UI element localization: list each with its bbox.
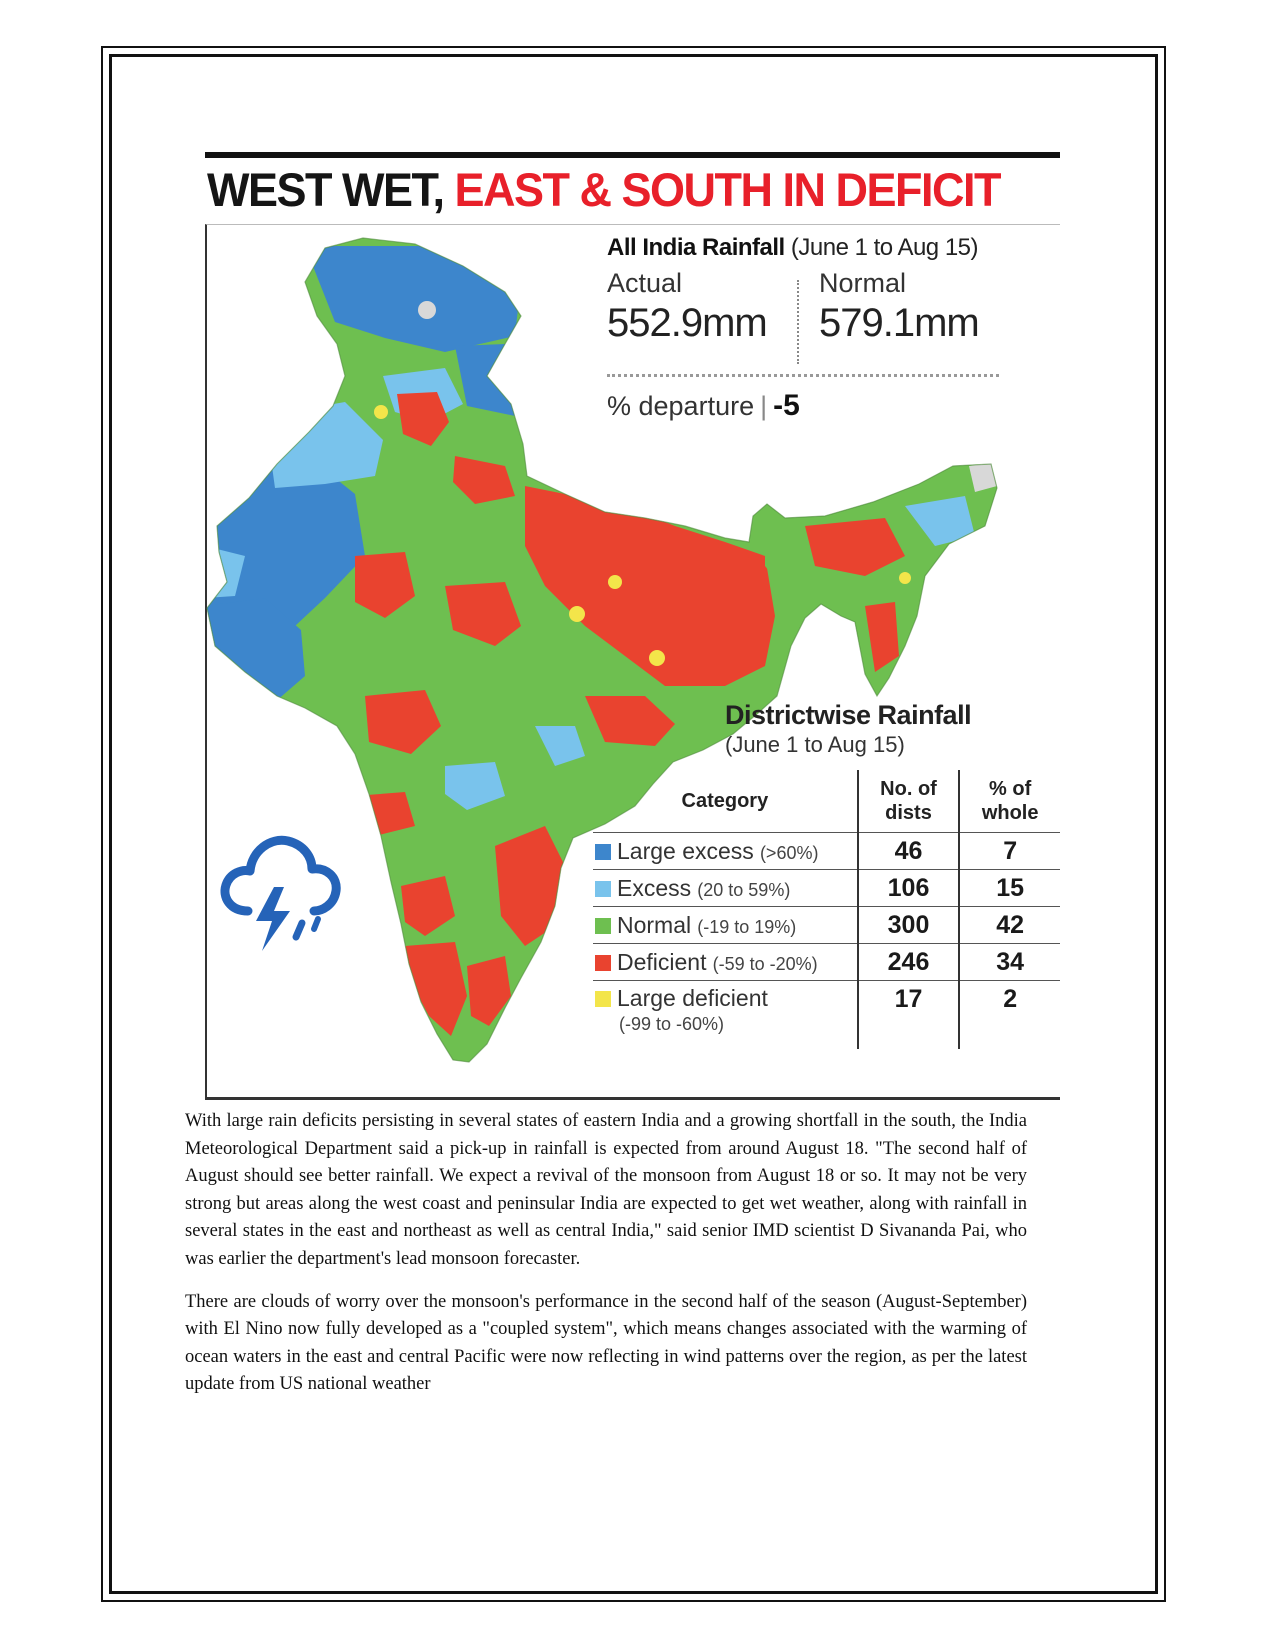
percent-cell: 2 — [959, 981, 1060, 1050]
all-india-period: (June 1 to Aug 15) — [790, 234, 979, 261]
map-spot-large-deficient-5 — [899, 572, 911, 584]
article-paragraph-1: With large rain deficits persisting in several states of eastern India and a growing shortfall in the south, the India Meteorological Department said a pick-up in rainfall is expected from around August 18. "The second half of August should see better rainfall. We expect a revival of the monsoon from August 18 or so. It may not be very strong but areas along the west coast and peninsular India are expected to get wet weather, along with rainfall in several states in the east and northeast as well as central India," said senior IMD scientist D Sivananda Pai, who was earlier the department's lead monsoon forecaster. — [185, 1111, 1027, 1269]
category-cell — [593, 907, 858, 944]
legend-swatch-normal — [595, 918, 611, 934]
category-name: Excess — [617, 874, 692, 901]
storm-cloud-shape — [225, 840, 336, 911]
rainfall-infographic — [205, 152, 1060, 1100]
departure-label: % departure — [607, 391, 755, 421]
all-india-values — [607, 268, 1027, 368]
legend-swatch-large-deficient — [595, 991, 611, 1007]
percent-cell: 34 — [959, 944, 1060, 981]
map-spot-large-deficient-1 — [374, 405, 388, 419]
dotted-separator — [607, 374, 999, 377]
table-row-excess — [593, 870, 1060, 907]
header-pct-line2: whole — [981, 802, 1039, 824]
table-row-large-excess — [593, 833, 1060, 870]
map-region-tamilnadu-deficit — [467, 956, 511, 1026]
legend-swatch-excess — [595, 881, 611, 897]
count-cell: 46 — [858, 833, 960, 870]
count-cell: 106 — [858, 870, 960, 907]
category-range: (-99 to -60%) — [619, 1014, 725, 1034]
category-range: (20 to 59%) — [697, 879, 791, 900]
values-divider — [797, 280, 799, 364]
header-pct-whole — [959, 770, 1060, 833]
category-name: Large excess — [617, 837, 754, 864]
map-spot-nodata-1 — [418, 301, 436, 319]
actual-value: 552.9mm — [607, 301, 767, 345]
normal-label: Normal — [819, 268, 907, 298]
all-india-title-text: All India Rainfall — [607, 234, 785, 261]
percent-cell: 7 — [959, 833, 1060, 870]
category-range: (-59 to -20%) — [712, 953, 818, 974]
legend-swatch-deficient — [595, 955, 611, 971]
departure-line — [607, 389, 1027, 423]
all-india-title — [607, 234, 1027, 262]
count-cell: 17 — [858, 981, 960, 1050]
headline-rule — [205, 152, 1060, 158]
header-num-line2: dists — [885, 802, 932, 824]
actual-label: Actual — [607, 268, 683, 298]
category-range: (-19 to 19%) — [697, 916, 797, 937]
count-cell: 300 — [858, 907, 960, 944]
departure-separator: | — [760, 391, 768, 421]
actual-column — [607, 268, 767, 346]
table-row-deficient — [593, 944, 1060, 981]
count-cell: 246 — [858, 944, 960, 981]
headline-part-2: EAST & SOUTH IN DEFICIT — [454, 162, 1001, 217]
storm-lightning-bolt — [256, 887, 290, 951]
category-name: Large deficient — [617, 985, 768, 1011]
districtwise-title: Districtwise Rainfall — [725, 700, 972, 730]
category-cell — [593, 981, 858, 1050]
category-cell — [593, 833, 858, 870]
category-cell — [593, 870, 858, 907]
normal-column — [819, 268, 979, 346]
all-india-rainfall-panel — [607, 234, 1027, 423]
normal-value: 579.1mm — [819, 301, 979, 345]
map-spot-large-deficient-4 — [649, 650, 665, 666]
headline-part-1: WEST WET, — [207, 162, 444, 217]
legend-swatch-large-excess — [595, 844, 611, 860]
percent-cell: 42 — [959, 907, 1060, 944]
storm-rain-drop-1 — [296, 923, 302, 937]
map-spot-large-deficient-6 — [450, 1077, 460, 1087]
category-range: (>60%) — [759, 842, 819, 863]
article-body — [185, 1108, 1027, 1414]
map-spot-large-deficient-2 — [569, 606, 585, 622]
header-num-line1: No. of — [880, 778, 937, 800]
category-name: Deficient — [617, 948, 707, 975]
headline — [207, 162, 1062, 217]
departure-value: -5 — [773, 389, 800, 422]
map-region-uttarakhand — [455, 344, 535, 416]
districtwise-table — [593, 770, 1060, 1049]
map-spot-large-deficient-3 — [608, 575, 622, 589]
table-row-large-deficient — [593, 981, 1060, 1050]
table-row-normal — [593, 907, 1060, 944]
thunderstorm-icon — [218, 825, 342, 957]
percent-cell: 15 — [959, 870, 1060, 907]
header-category: Category — [681, 790, 769, 812]
article-paragraph-2: There are clouds of worry over the monsoon's performance in the second half of the season (August-September) with El Nino now fully developed as a "coupled system", which means changes associated with the warming of ocean waters in the east and central Pacific were now reflecting in wind patterns over the region, as per the latest update from US national weather — [185, 1291, 1027, 1395]
category-name: Normal — [617, 911, 692, 938]
header-num-dists — [858, 770, 960, 833]
category-cell — [593, 944, 858, 981]
table-header-row — [593, 770, 1060, 833]
districtwise-period: (June 1 to Aug 15) — [725, 732, 905, 757]
storm-rain-drop-2 — [314, 919, 318, 929]
header-pct-line1: % of — [989, 778, 1032, 800]
